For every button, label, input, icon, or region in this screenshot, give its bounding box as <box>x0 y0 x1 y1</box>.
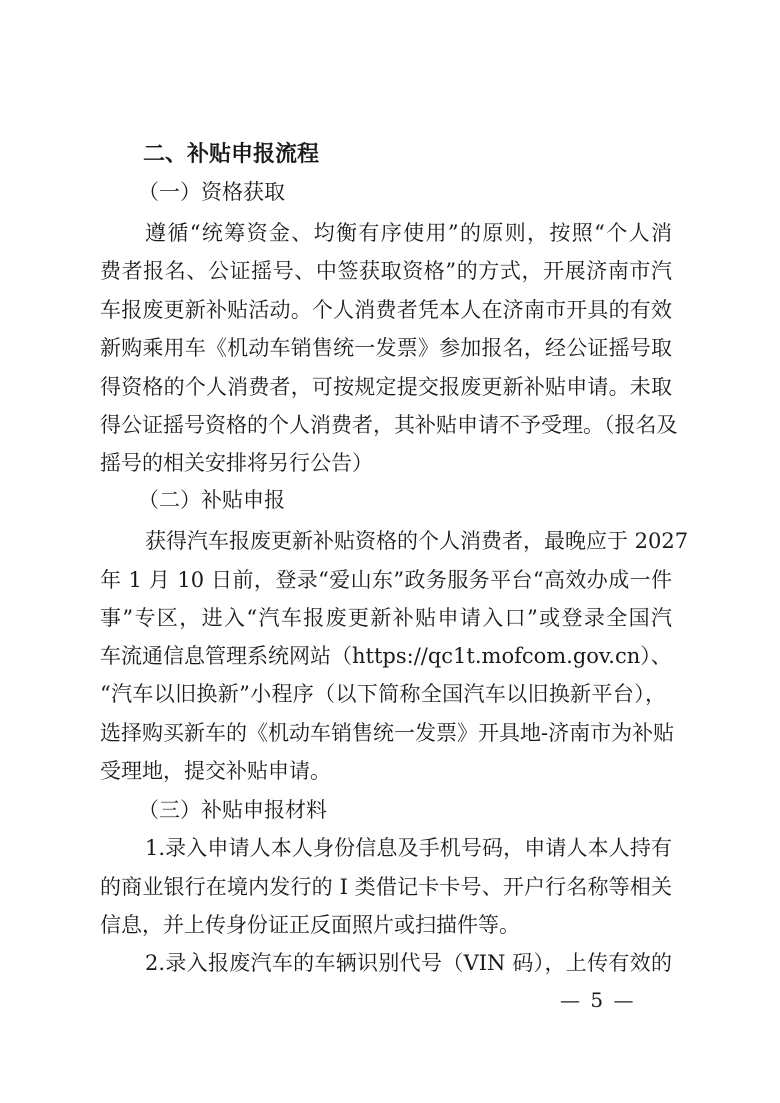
paragraph-line: 事”专区，进入“汽车报废更新补贴申请入口”或登录全国汽 <box>100 606 672 630</box>
paragraph-line: 选择购买新车的《机动车销售统一发票》开具地-济南市为补贴 <box>100 721 675 745</box>
paragraph-line: 得公证摇号资格的个人消费者，其补贴申请不予受理。（报名及 <box>100 413 678 437</box>
paragraph-line: 遵循“统筹资金、均衡有序使用”的原则，按照“个人消 <box>145 221 672 245</box>
paragraph-line: 费者报名、公证摇号、中签获取资格”的方式，开展济南市汽 <box>100 259 672 283</box>
paragraph-line: 信息，并上传身份证正反面照片或扫描件等。 <box>100 913 520 937</box>
paragraph-line: 新购乘用车《机动车销售统一发票》参加报名，经公证摇号取 <box>100 336 672 360</box>
paragraph-line: 2.录入报废汽车的车辆识别代号（VIN 码），上传有效的 <box>145 951 672 975</box>
paragraph-line: 的商业银行在境内发行的 I 类借记卡卡号、开户行名称等相关 <box>100 875 672 899</box>
paragraph-line: “汽车以旧换新”小程序（以下简称全国汽车以旧换新平台）， <box>100 682 666 706</box>
paragraph-line: 受理地，提交补贴申请。 <box>100 759 331 783</box>
section-heading: 二、补贴申报流程 <box>143 142 320 167</box>
paragraph-line: 1.录入申请人本人身份信息及手机号码，申请人本人持有 <box>145 836 672 860</box>
page-number: — 5 — <box>560 988 636 1012</box>
paragraph-line: 车报废更新补贴活动。个人消费者凭本人在济南市开具的有效 <box>100 298 672 322</box>
paragraph-line: 年 1 月 10 日前，登录“爱山东”政务服务平台“高效办成一件 <box>100 568 672 592</box>
subsection-title: （三）补贴申报材料 <box>138 798 327 822</box>
subsection-title: （一）资格获取 <box>138 180 285 204</box>
paragraph-line: 车流通信息管理系统网站（https://qc1t.mofcom.gov.cn）、 <box>100 644 672 668</box>
paragraph-line: 得资格的个人消费者，可按规定提交报废更新补贴申请。未取 <box>100 375 672 399</box>
paragraph-line: 摇号的相关安排将另行公告） <box>100 451 373 475</box>
subsection-title: （二）补贴申报 <box>138 488 285 512</box>
paragraph-line: 获得汽车报废更新补贴资格的个人消费者，最晚应于 2027 <box>145 529 689 553</box>
